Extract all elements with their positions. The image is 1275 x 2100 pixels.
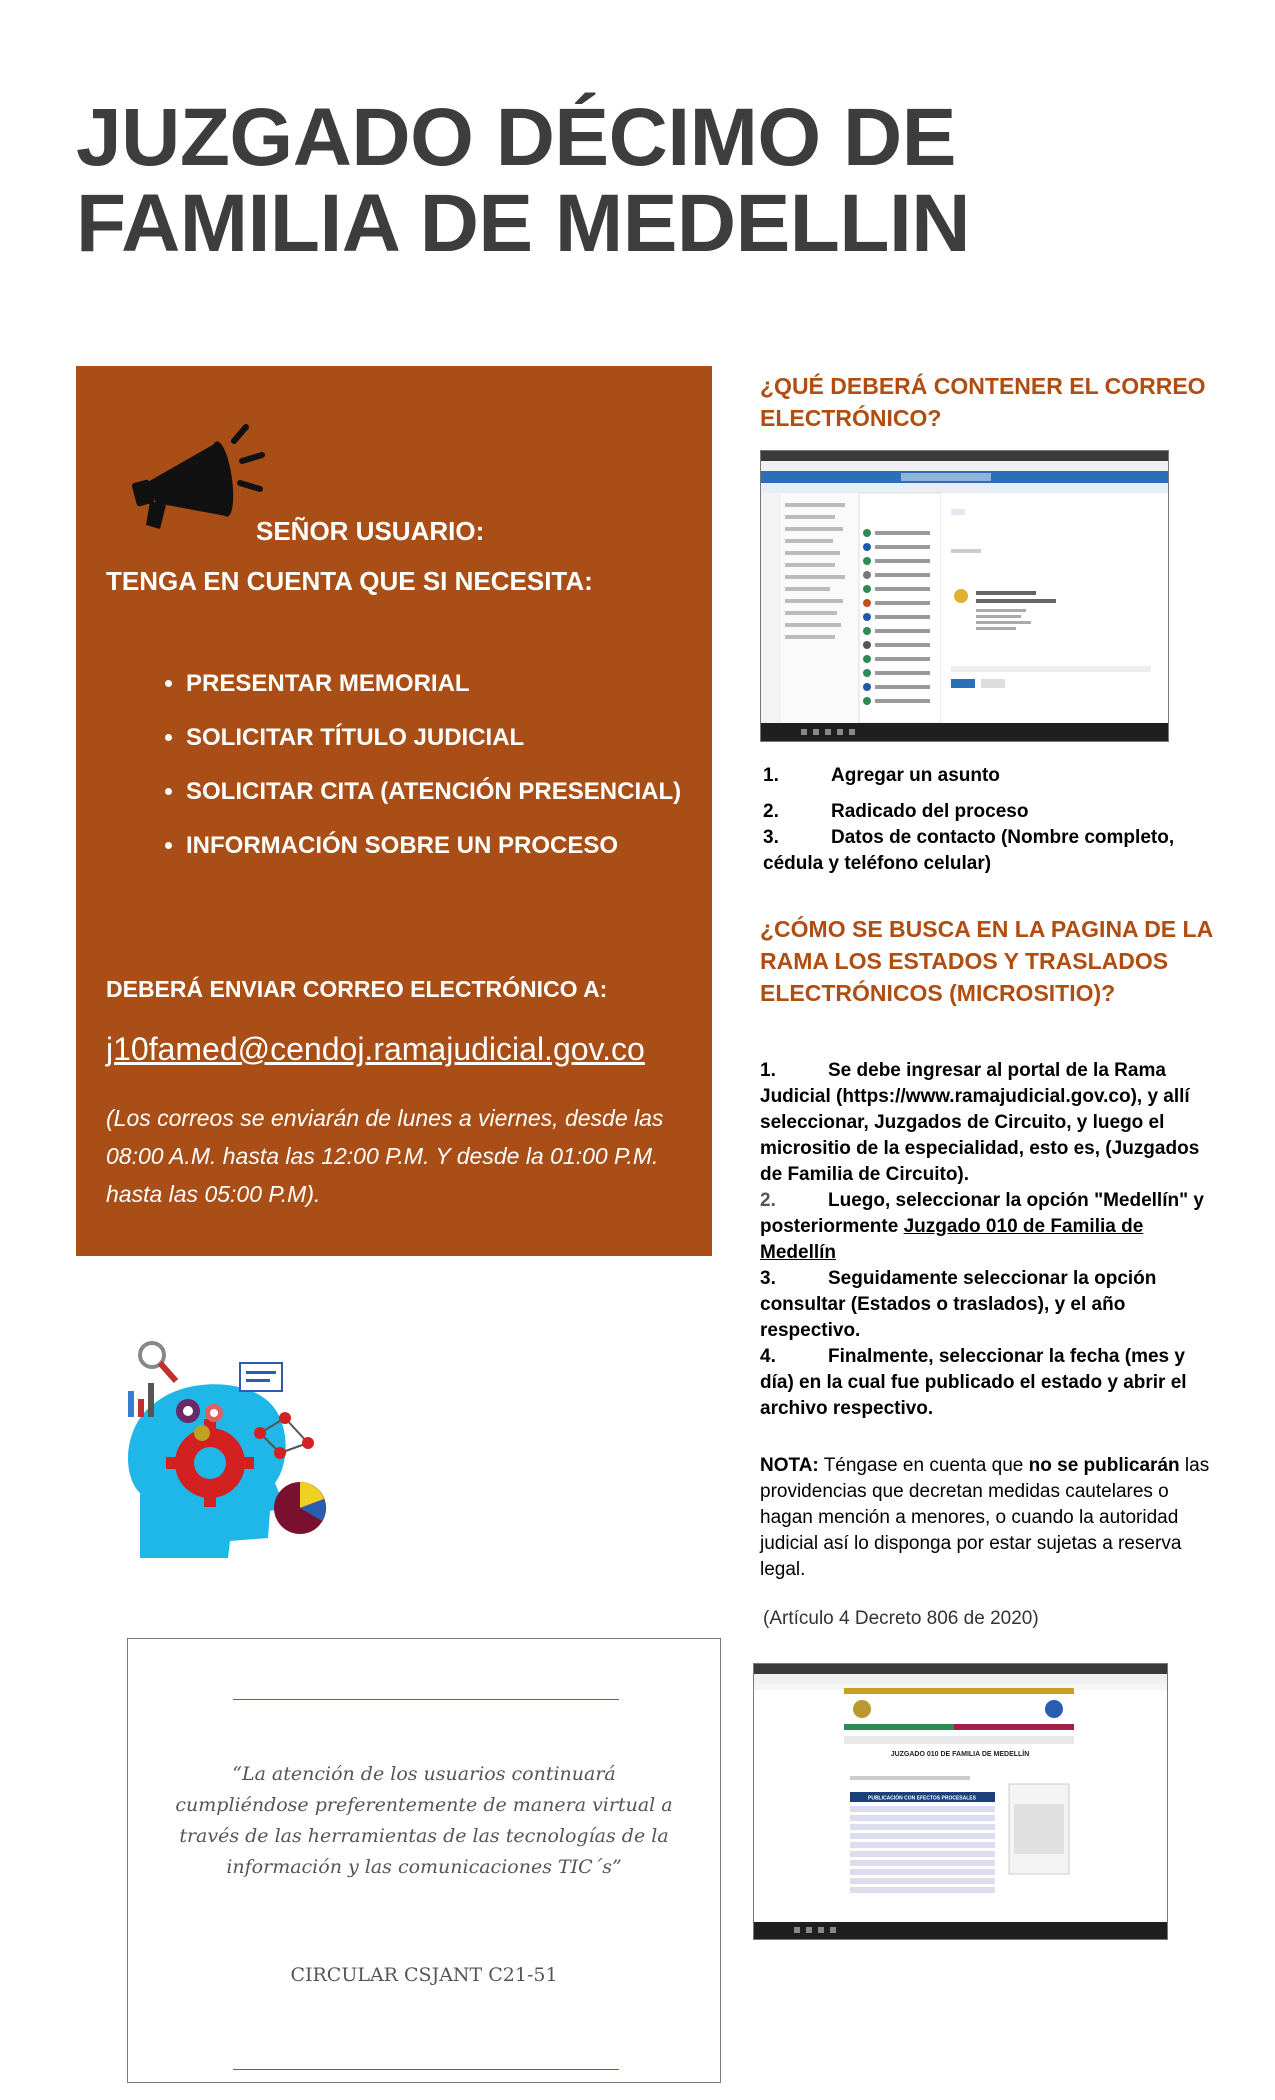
email-link[interactable]: j10famed@cendoj.ramajudicial.gov.co xyxy=(106,1031,645,1067)
search-heading: ¿CÓMO SE BUSCA EN LA PAGINA DE LA RAMA LOS ESTADOS Y TRASLADOS ELECTRÓNICOS (MICROSITIO)? xyxy=(760,916,1213,1006)
screenshot-banner: PUBLICACIÓN CON EFECTOS PROCESALES xyxy=(868,1795,976,1802)
search-steps xyxy=(760,1058,1210,1422)
schedule-text: (Los correos se enviarán de lunes a viernes, desde las 08:00 A.M. hasta las 12:00 P.M. Y desde la 01:00 P.M. hasta las 05:00 P.M). xyxy=(106,1105,664,1207)
rama-judicial-screenshot xyxy=(753,1663,1168,1940)
intro-text: TENGA EN CUENTA QUE SI NECESITA: xyxy=(106,566,593,596)
article-reference: (Artículo 4 Decreto 806 de 2020) xyxy=(763,1608,1039,1629)
divider xyxy=(233,2069,619,2070)
screenshot-page-heading: JUZGADO 010 DE FAMILIA DE MEDELLÍN xyxy=(890,1751,1030,1758)
quote-text: “La atención de los usuarios continuará cumpliéndose preferentemente de manera virtual a través de las herramientas de las tecnologías de la información y las comunicaciones TIC´s” xyxy=(175,1763,673,1878)
nota-text: NOTA: Téngase en cuenta que no se publicarán las providencias que decretan medidas cautelares o hagan mención a menores, o cuando la autoridad judicial así lo disponga por estar sujetas a reserva legal. xyxy=(760,1455,1210,1580)
list-item: • PRESENTAR MEMORIAL xyxy=(186,666,706,702)
juzgado-link[interactable]: Juzgado 010 de Familia de Medellín xyxy=(760,1216,1144,1263)
notice-box xyxy=(76,366,712,1256)
quote-box xyxy=(127,1638,721,2083)
page-title: JUZGADO DÉCIMO DE FAMILIA DE MEDELLIN xyxy=(76,92,970,269)
list-item: 2. Luego, seleccionar la opción "Medellín" y posteriormente Juzgado 010 de Familia de Medellín xyxy=(760,1190,1204,1263)
brain-gears-icon xyxy=(110,1333,350,1573)
needs-list xyxy=(146,666,706,864)
email-steps-list xyxy=(763,763,1203,877)
list-item: 1. Se debe ingresar al portal de la Rama Judicial (https://www.ramajudicial.gov.co), y allí seleccionar, Juzgados de Circuito, y luego el micrositio de la especialidad, esto es, (Juzgados de Familia de Circuito). xyxy=(760,1060,1200,1185)
list-item: 4. Finalmente, seleccionar la fecha (mes y día) en la cual fue publicado el estado y abrir el archivo respectivo. xyxy=(760,1346,1187,1419)
greeting: SEÑOR USUARIO: xyxy=(256,516,485,546)
list-item: 3. Datos de contacto (Nombre completo, cédula y teléfono celular) xyxy=(763,827,1175,874)
divider xyxy=(233,1699,619,1700)
send-to-label: DEBERÁ ENVIAR CORREO ELECTRÓNICO A: xyxy=(106,976,608,1002)
list-item: 2. Radicado del proceso xyxy=(763,801,1029,822)
list-item: • INFORMACIÓN SOBRE UN PROCESO xyxy=(186,828,706,864)
email-contents-heading: ¿QUÉ DEBERÁ CONTENER EL CORREO ELECTRÓNICO? xyxy=(760,373,1206,431)
list-item: • SOLICITAR TÍTULO JUDICIAL xyxy=(186,720,706,756)
list-item: • SOLICITAR CITA (ATENCIÓN PRESENCIAL) xyxy=(186,774,706,810)
quote-source: CIRCULAR CSJANT C21-51 xyxy=(290,1964,558,1986)
list-item: 1. Agregar un asunto xyxy=(763,765,1000,786)
list-item: 3. Seguidamente seleccionar la opción consultar (Estados o traslados), y el año respectivo. xyxy=(760,1268,1157,1341)
email-client-screenshot xyxy=(760,450,1169,742)
